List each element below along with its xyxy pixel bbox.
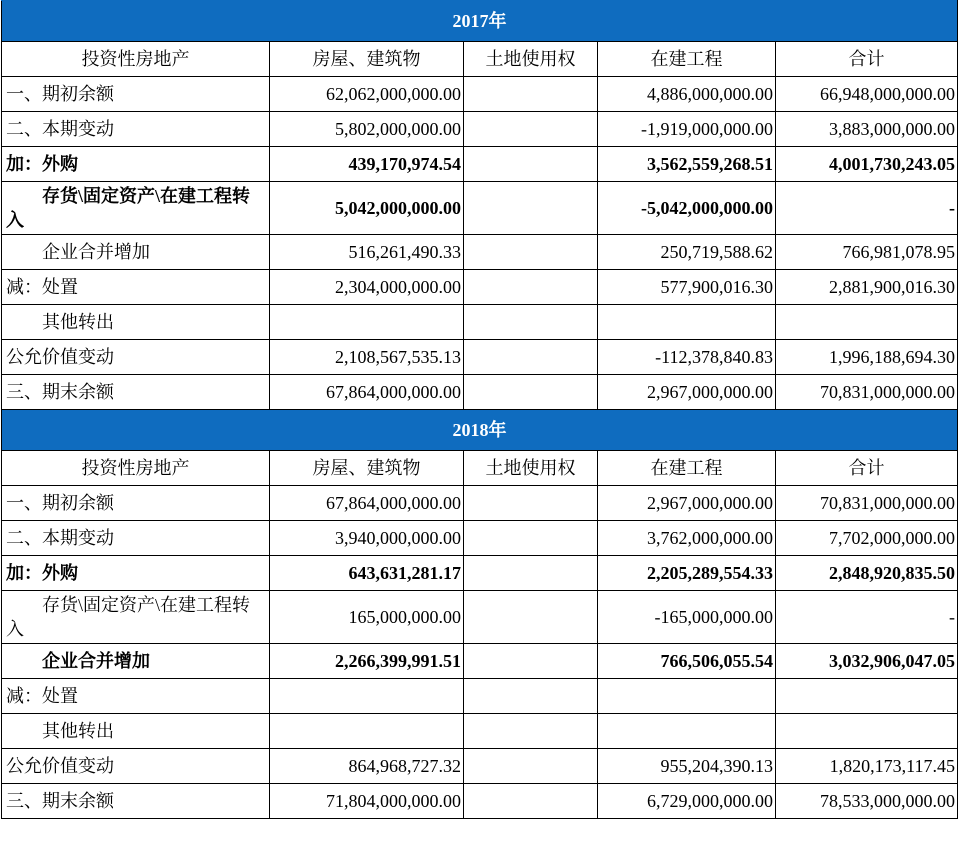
row-label: 企业合并增加 [2,644,270,679]
year-header-row [2,410,958,451]
value-cell: 3,940,000,000.00 [270,521,464,556]
value-cell [464,147,598,182]
table-row [2,305,958,340]
value-cell: 2,108,567,535.13 [270,340,464,375]
column-header: 合计 [776,42,958,77]
column-header: 房屋、建筑物 [270,451,464,486]
value-cell: 2,848,920,835.50 [776,556,958,591]
value-cell [464,77,598,112]
value-cell: 2,205,289,554.33 [598,556,776,591]
row-label: 存货\固定资产\在建工程转入 [2,182,270,235]
column-header: 在建工程 [598,42,776,77]
table-row [2,784,958,819]
value-cell: 6,729,000,000.00 [598,784,776,819]
value-cell: 62,062,000,000.00 [270,77,464,112]
value-cell: 250,719,588.62 [598,235,776,270]
value-cell: 5,802,000,000.00 [270,112,464,147]
value-cell [776,679,958,714]
value-cell [464,784,598,819]
year-title: 2018年 [2,410,958,451]
value-cell: 1,820,173,117.45 [776,749,958,784]
table-row [2,521,958,556]
table-row [2,77,958,112]
table-body [2,1,958,819]
value-cell [598,714,776,749]
value-cell: 3,762,000,000.00 [598,521,776,556]
value-cell: 1,996,188,694.30 [776,340,958,375]
value-cell: 78,533,000,000.00 [776,784,958,819]
row-label: 减：处置 [2,270,270,305]
value-cell: 2,304,000,000.00 [270,270,464,305]
value-cell [464,679,598,714]
table-row [2,556,958,591]
value-cell: 864,968,727.32 [270,749,464,784]
table-row [2,182,958,235]
value-cell: 70,831,000,000.00 [776,486,958,521]
value-cell [464,235,598,270]
value-cell: -1,919,000,000.00 [598,112,776,147]
value-cell: 2,967,000,000.00 [598,486,776,521]
value-cell: 4,001,730,243.05 [776,147,958,182]
table-row [2,375,958,410]
value-cell [776,305,958,340]
value-cell: 66,948,000,000.00 [776,77,958,112]
value-cell: 5,042,000,000.00 [270,182,464,235]
value-cell: - [776,182,958,235]
value-cell [270,714,464,749]
value-cell [464,714,598,749]
row-label: 一、期初余额 [2,77,270,112]
value-cell: 71,804,000,000.00 [270,784,464,819]
row-label: 公允价值变动 [2,749,270,784]
column-header: 房屋、建筑物 [270,42,464,77]
value-cell: 67,864,000,000.00 [270,486,464,521]
value-cell [598,679,776,714]
table-row [2,235,958,270]
column-header-row [2,42,958,77]
table-row [2,644,958,679]
value-cell [464,270,598,305]
value-cell: 4,886,000,000.00 [598,77,776,112]
value-cell: 3,883,000,000.00 [776,112,958,147]
table-row [2,147,958,182]
value-cell: 7,702,000,000.00 [776,521,958,556]
row-label: 其他转出 [2,714,270,749]
value-cell [598,305,776,340]
value-cell: 2,266,399,991.51 [270,644,464,679]
value-cell [776,714,958,749]
value-cell [464,486,598,521]
table-row [2,340,958,375]
value-cell [464,591,598,644]
value-cell: 766,981,078.95 [776,235,958,270]
row-label: 加：外购 [2,556,270,591]
table-row [2,679,958,714]
value-cell: 766,506,055.54 [598,644,776,679]
column-header: 投资性房地产 [2,42,270,77]
value-cell: 439,170,974.54 [270,147,464,182]
value-cell: 67,864,000,000.00 [270,375,464,410]
table-row [2,749,958,784]
value-cell: 2,967,000,000.00 [598,375,776,410]
table-row [2,486,958,521]
value-cell [464,644,598,679]
row-label: 减：处置 [2,679,270,714]
value-cell: -112,378,840.83 [598,340,776,375]
table-row [2,112,958,147]
row-label: 三、期末余额 [2,375,270,410]
row-label: 企业合并增加 [2,235,270,270]
row-label: 三、期末余额 [2,784,270,819]
value-cell: 955,204,390.13 [598,749,776,784]
row-label: 二、本期变动 [2,112,270,147]
value-cell: -165,000,000.00 [598,591,776,644]
value-cell: 2,881,900,016.30 [776,270,958,305]
row-label: 一、期初余额 [2,486,270,521]
value-cell [464,182,598,235]
row-label: 二、本期变动 [2,521,270,556]
value-cell [270,305,464,340]
value-cell [464,375,598,410]
column-header: 土地使用权 [464,42,598,77]
table-row [2,714,958,749]
value-cell [464,749,598,784]
row-label: 公允价值变动 [2,340,270,375]
row-label: 其他转出 [2,305,270,340]
value-cell: 516,261,490.33 [270,235,464,270]
column-header: 在建工程 [598,451,776,486]
value-cell: 643,631,281.17 [270,556,464,591]
table-row [2,270,958,305]
value-cell: 3,032,906,047.05 [776,644,958,679]
table-row [2,591,958,644]
value-cell: 70,831,000,000.00 [776,375,958,410]
value-cell [464,305,598,340]
column-header: 土地使用权 [464,451,598,486]
value-cell: 3,562,559,268.51 [598,147,776,182]
column-header: 合计 [776,451,958,486]
column-header: 投资性房地产 [2,451,270,486]
value-cell [464,112,598,147]
value-cell [464,521,598,556]
year-header-row [2,1,958,42]
investment-property-table [1,0,958,819]
value-cell [270,679,464,714]
row-label: 加：外购 [2,147,270,182]
value-cell: 577,900,016.30 [598,270,776,305]
value-cell: 165,000,000.00 [270,591,464,644]
value-cell [464,556,598,591]
row-label: 存货\固定资产\在建工程转入 [2,591,270,644]
value-cell [464,340,598,375]
year-title: 2017年 [2,1,958,42]
value-cell: -5,042,000,000.00 [598,182,776,235]
column-header-row [2,451,958,486]
value-cell: - [776,591,958,644]
